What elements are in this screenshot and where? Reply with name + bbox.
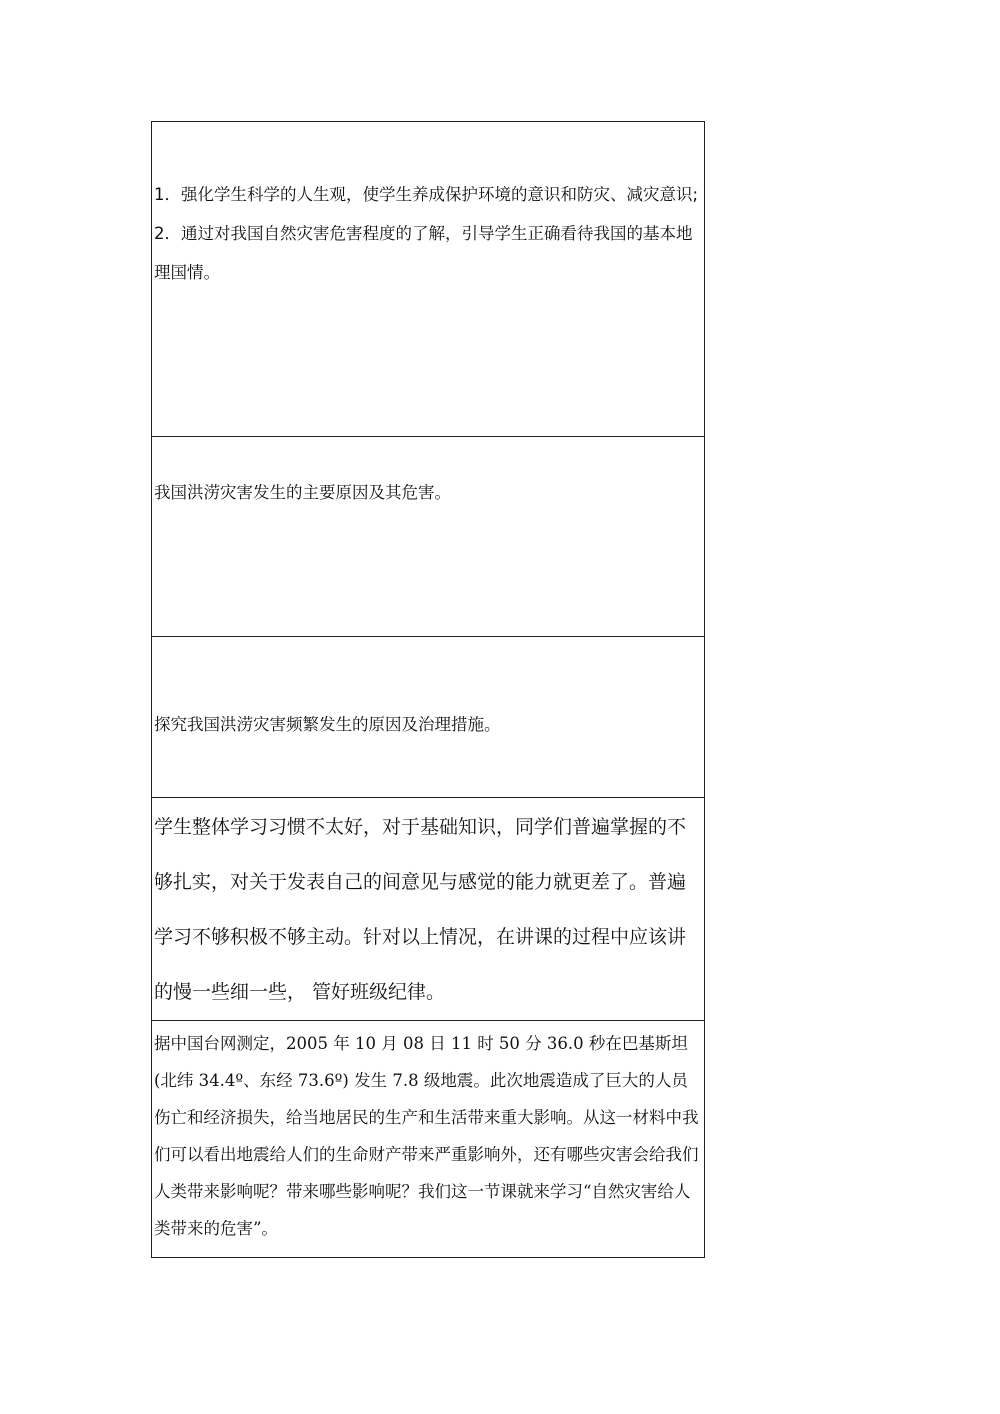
table-row	[152, 437, 705, 637]
table-row	[152, 122, 705, 437]
table-row	[152, 1021, 705, 1258]
key-point-text: 我国洪涝灾害发生的主要原因及其危害。	[154, 483, 451, 502]
introduction-cell	[152, 1021, 705, 1258]
objective-1-text: 1．强化学生科学的人生观，使学生养成保护环境的意识和防灾、减灾意识;	[154, 185, 699, 204]
table-row	[152, 798, 705, 1021]
objectives-cell	[152, 122, 705, 437]
difficulty-text: 探究我国洪涝灾害频繁发生的原因及治理措施。	[154, 715, 501, 734]
objective-2-text: 2．通过对我国自然灾害危害程度的了解，引导学生正确看待我国的基本地理国情。	[154, 224, 693, 282]
key-point-cell	[152, 437, 705, 637]
student-analysis-text: 学生整体学习习惯不太好，对于基础知识，同学们普遍掌握的不够扎实，对关于发表自己的间意见与感觉的能力就更差了。普遍学习不够积极不够主动。针对以上情况，在讲课的过程中应该讲的慢一些细一些， 管好班级纪律。	[154, 816, 687, 1003]
difficulty-cell	[152, 637, 705, 798]
table-row	[152, 637, 705, 798]
student-analysis-cell	[152, 798, 705, 1021]
lesson-plan-table	[151, 121, 705, 1258]
introduction-text: 据中国台网测定，2005 年 10 月 08 日 11 时 50 分 36.0 秒在巴基斯坦(北纬 34.4º、东经 73.6º) 发生 7.8 级地震。此次地震造成了巨大的人员伤亡和经济损失，给当地居民的生产和生活带来重大影响。从这一材料中我们可以看出地震给人们的生命财产带来严重影响外，还有哪些灾害会给我们人类带来影响呢？带来哪些影响呢？我们这一节课就来学习“自然灾害给人类带来的危害”。	[154, 1034, 699, 1238]
